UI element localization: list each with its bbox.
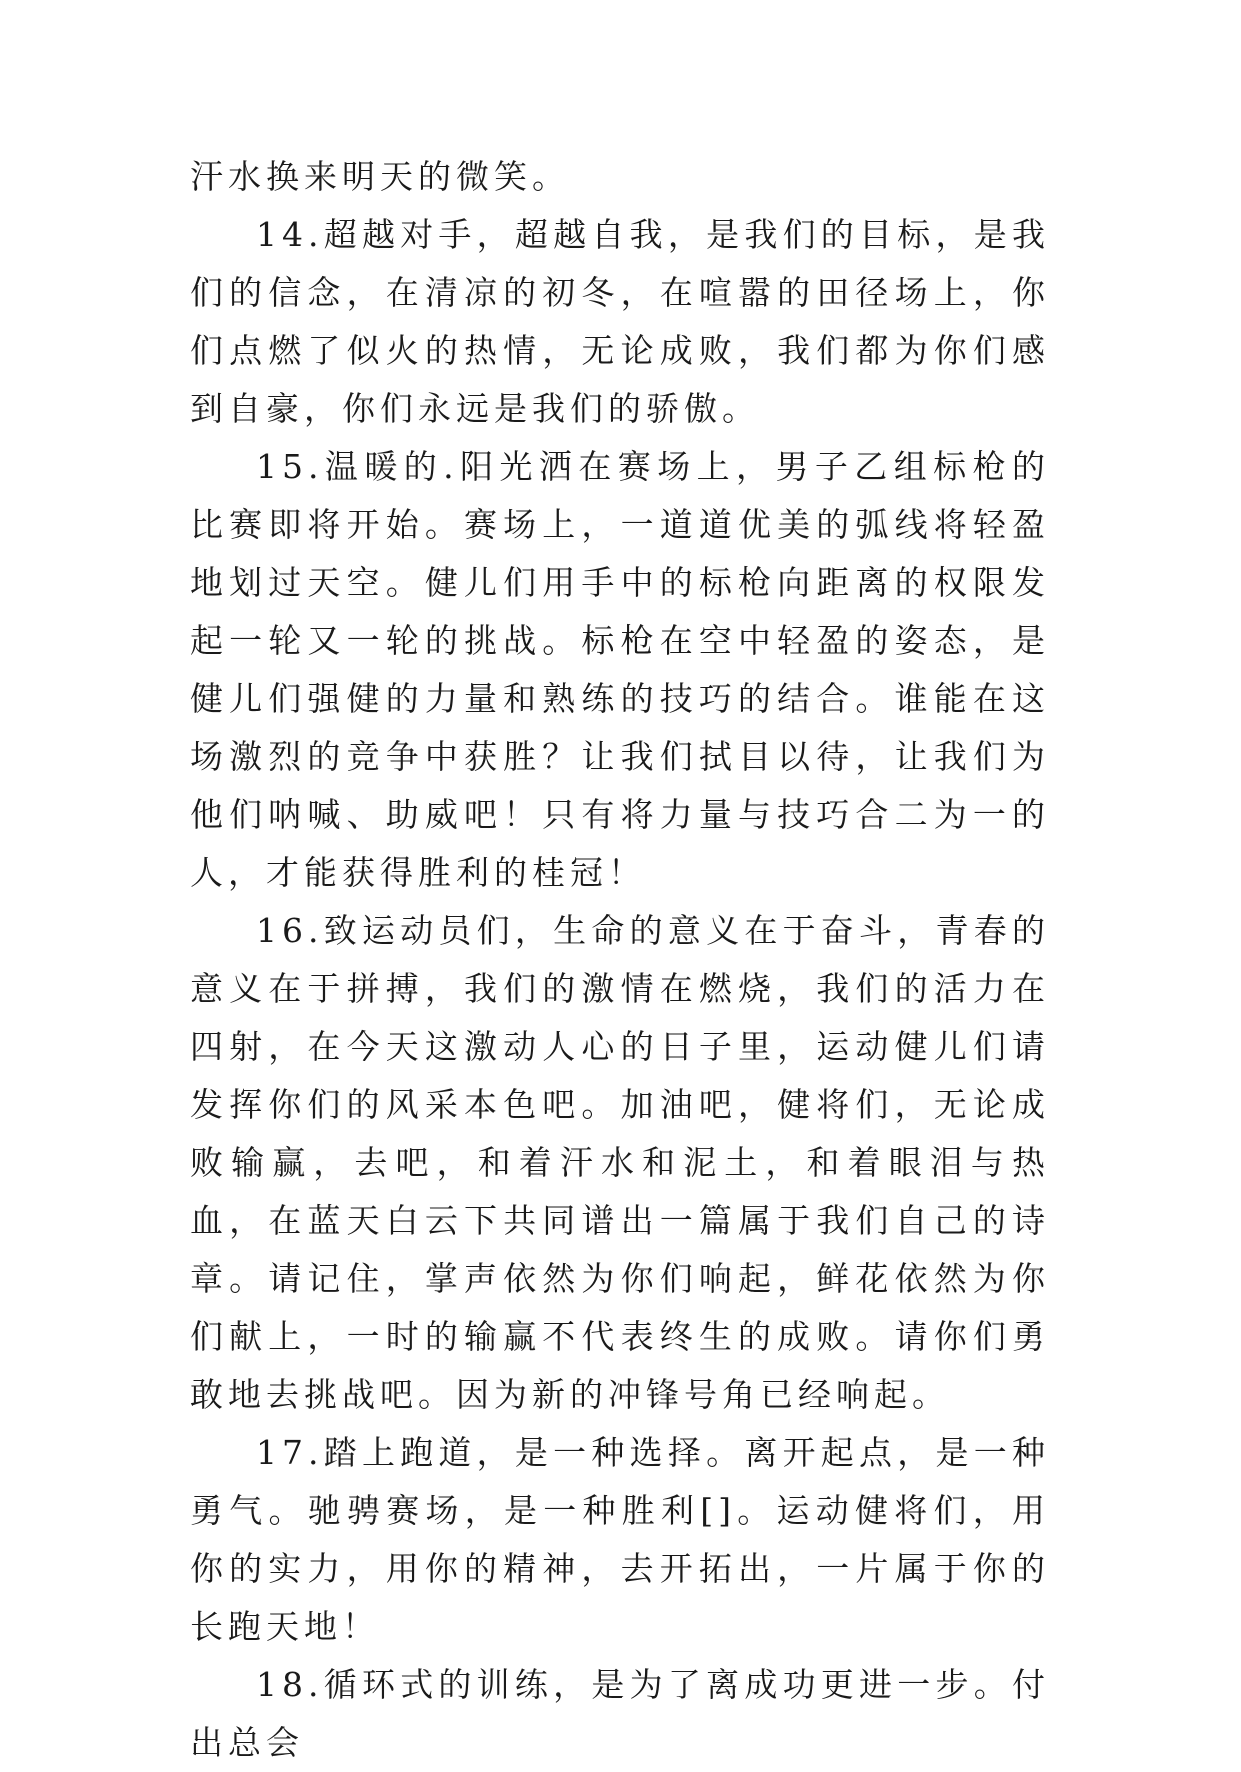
document-body xyxy=(190,148,1050,1772)
paragraph-item-18: 18.循环式的训练，是为了离成功更进一步。付出总会 xyxy=(190,1665,1050,1762)
paragraph-continuation: 汗水换来明天的微笑。 xyxy=(190,157,570,196)
paragraph-item-16: 16.致运动员们，生命的意义在于奋斗，青春的意义在于拼搏，我们的激情在燃烧，我们的活力在四射，在今天这激动人心的日子里，运动健儿们请发挥你们的风采本色吧。加油吧，健将们，无论成败输赢，去吧，和着汗水和泥土，和着眼泪与热血，在蓝天白云下共同谱出一篇属于我们自己的诗章。请记住，掌声依然为你们响起，鲜花依然为你们献上，一时的输赢不代表终生的成败。请你们勇敢地去挑战吧。因为新的冲锋号角已经响起。 xyxy=(190,911,1050,1414)
paragraph-item-17: 17.踏上跑道，是一种选择。离开起点，是一种勇气。驰骋赛场，是一种胜利[]。运动健将们，用你的实力，用你的精神，去开拓出，一片属于你的长跑天地！ xyxy=(190,1433,1050,1646)
paragraph-item-14: 14.超越对手，超越自我，是我们的目标，是我们的信念，在清凉的初冬，在喧嚣的田径场上，你们点燃了似火的热情，无论成败，我们都为你们感到自豪，你们永远是我们的骄傲。 xyxy=(190,215,1050,428)
paragraph-item-15: 15.温暖的.阳光洒在赛场上，男子乙组标枪的比赛即将开始。赛场上，一道道优美的弧线将轻盈地划过天空。健儿们用手中的标枪向距离的权限发起一轮又一轮的挑战。标枪在空中轻盈的姿态，是健儿们强健的力量和熟练的技巧的结合。谁能在这场激烈的竞争中获胜？让我们拭目以待，让我们为他们呐喊、助威吧！只有将力量与技巧合二为一的人，才能获得胜利的桂冠！ xyxy=(190,447,1050,892)
